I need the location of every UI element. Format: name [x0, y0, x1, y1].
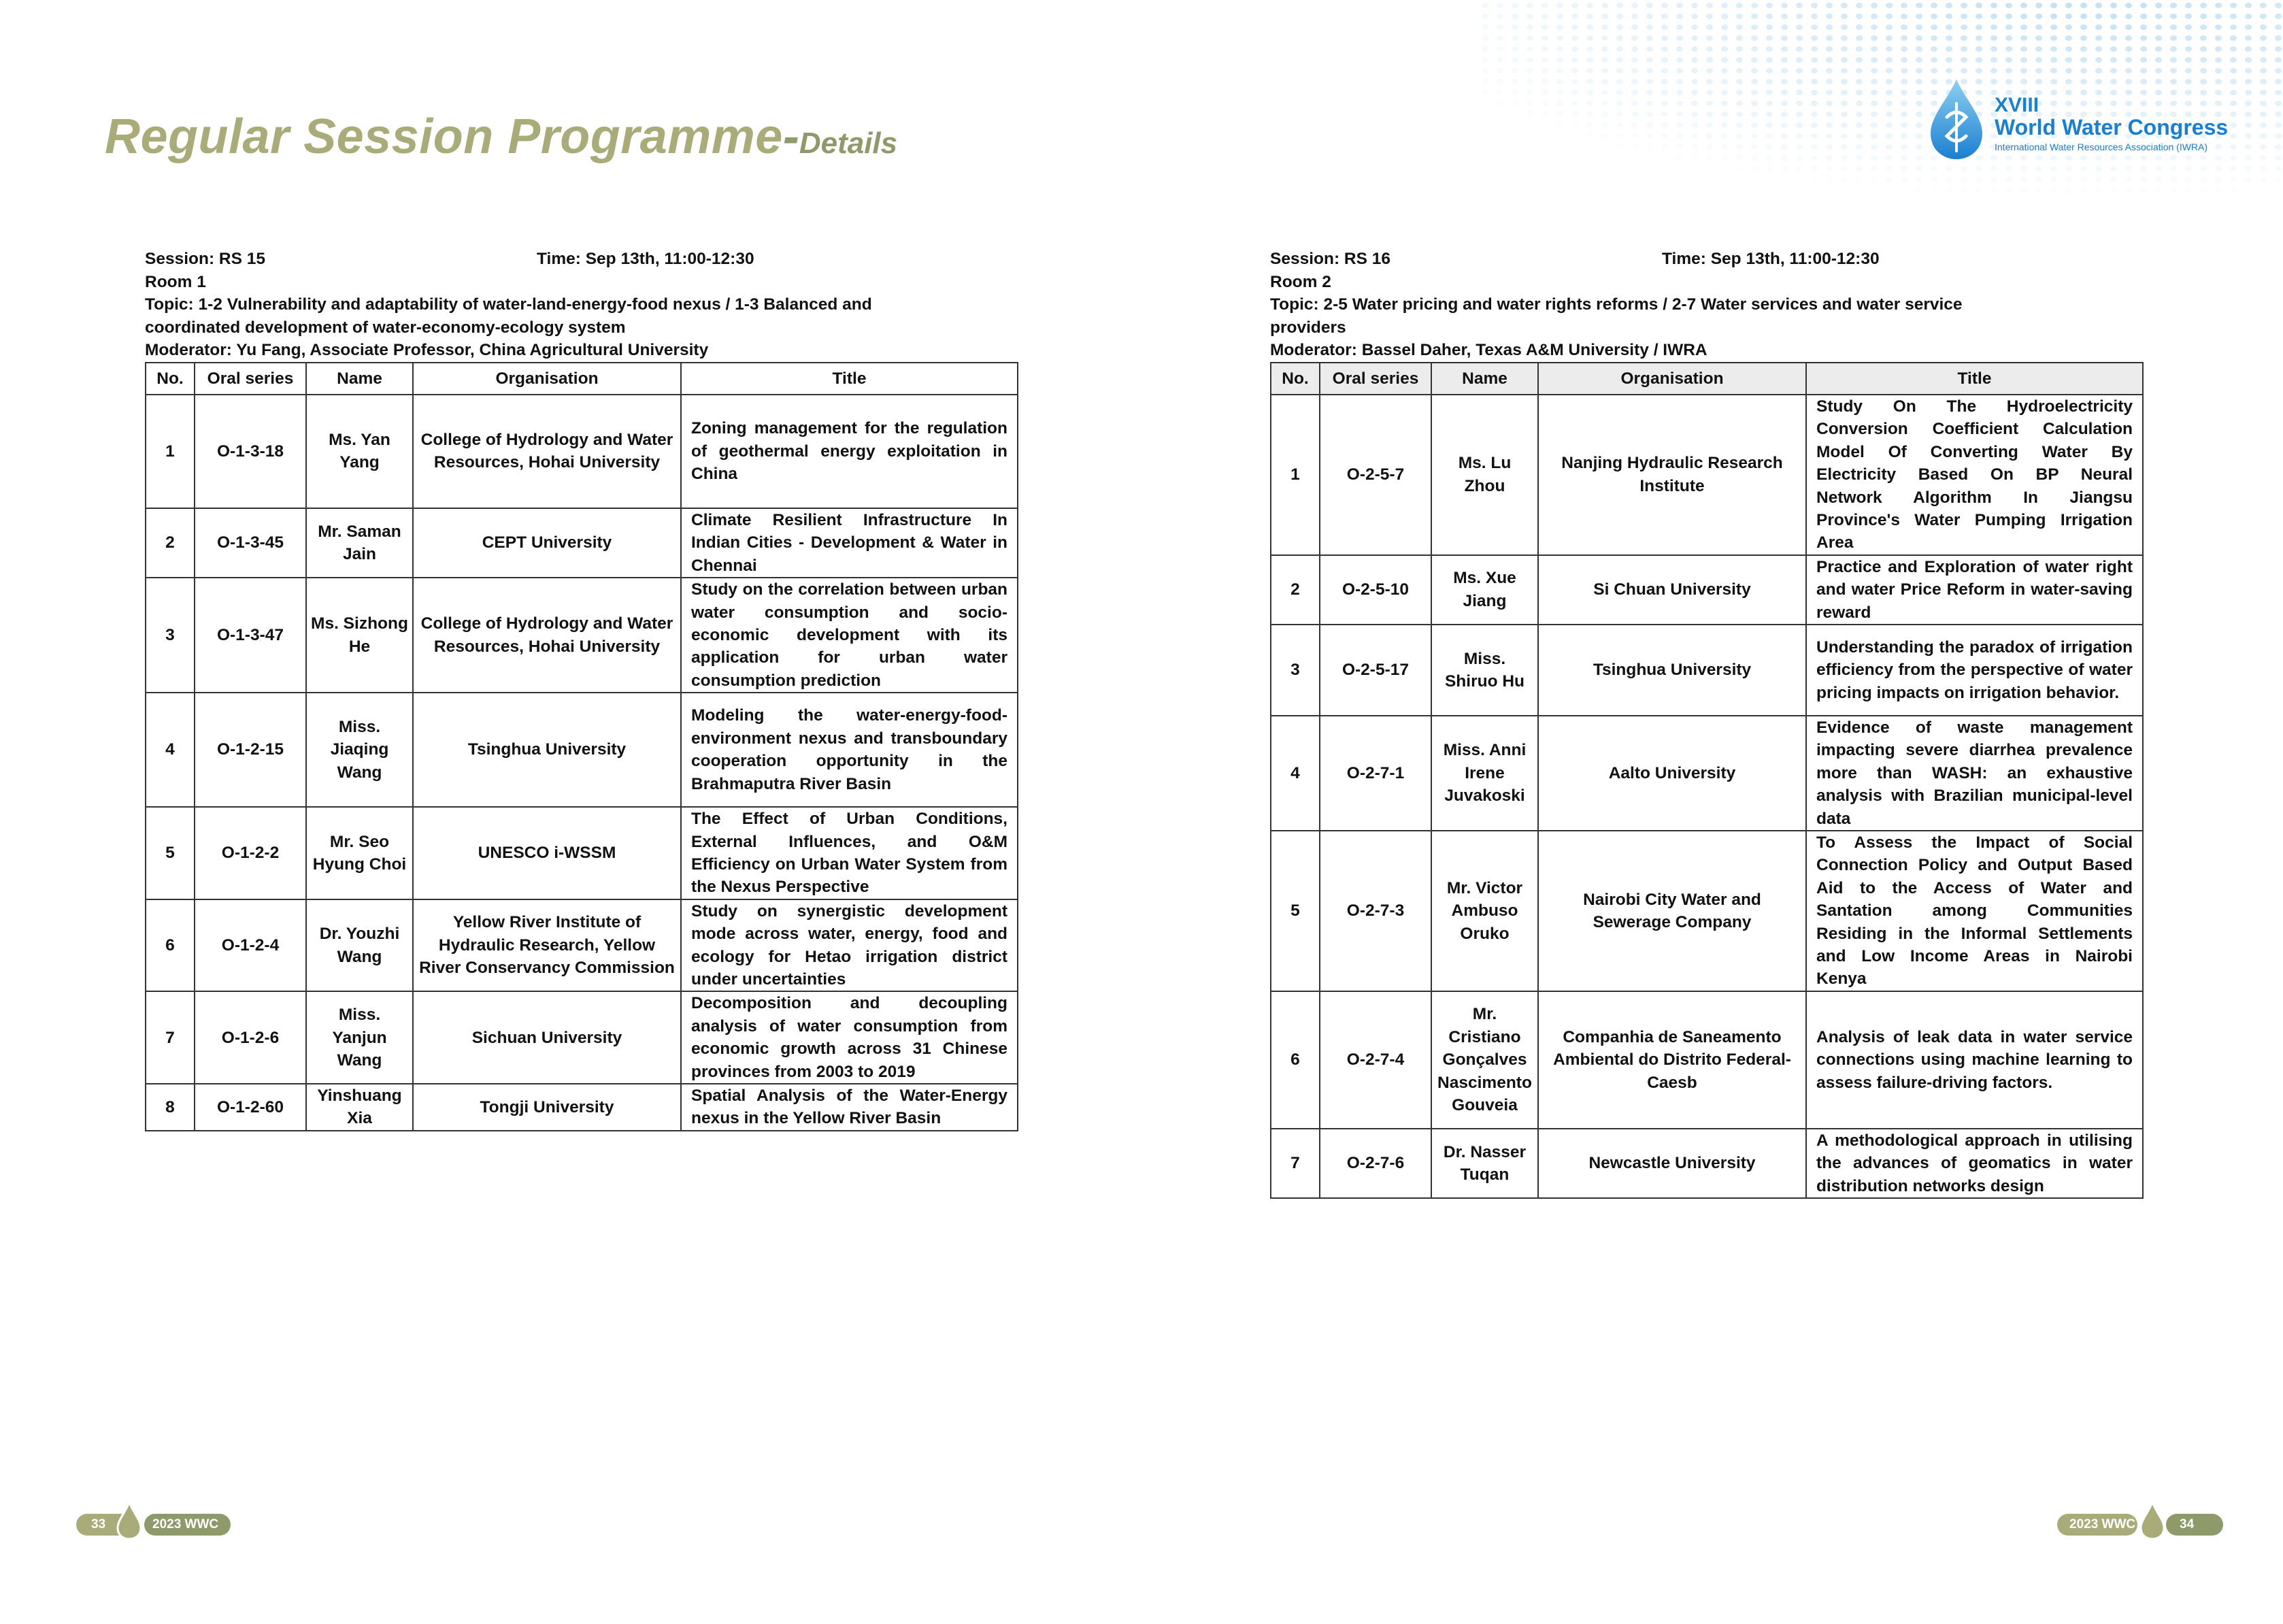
- cell-series: O-1-2-4: [195, 899, 306, 992]
- session-rs16: [1270, 248, 2144, 1199]
- cell-no: 7: [1271, 1129, 1320, 1198]
- cell-title: Climate Resilient Infrastructure In Indian Cities - Development & Water in Chennai: [681, 508, 1018, 578]
- cell-name: Miss. Anni Irene Juvakoski: [1431, 716, 1538, 831]
- cell-org: Tsinghua University: [1538, 625, 1806, 716]
- cell-title: Study On The Hydroelectricity Conversion Coefficient Calculation Model Of Converting Water By Electricity Based On BP Neural Network Algorithm In Jiangsu Province's Water Pumping Irrigation Area: [1806, 395, 2143, 555]
- session-header: [145, 248, 1019, 362]
- congress-logo: [1927, 76, 2229, 165]
- cell-no: 4: [1271, 716, 1320, 831]
- cell-no: 1: [146, 395, 195, 508]
- programme-table: [1270, 362, 2144, 1199]
- session-rs15: [145, 248, 1019, 1131]
- table-row: [146, 508, 1018, 578]
- table-header-row: [146, 363, 1018, 395]
- cell-no: 7: [146, 991, 195, 1084]
- logo-edition: XVIII: [1995, 94, 2039, 116]
- cell-series: O-2-5-7: [1320, 395, 1431, 555]
- cell-name: Miss. Yanjun Wang: [306, 991, 413, 1084]
- table-row: [146, 1084, 1018, 1131]
- session-topic-cont: providers: [1270, 318, 1346, 337]
- col-header-name: Name: [1431, 363, 1538, 395]
- footer-drop-icon: [2139, 1501, 2166, 1540]
- cell-no: 5: [1271, 831, 1320, 991]
- water-drop-logo-icon: [1927, 76, 1986, 162]
- cell-name: Mr. Saman Jain: [306, 508, 413, 578]
- table-row: [1271, 625, 2143, 716]
- logo-association: International Water Resources Association (IWRA): [1995, 142, 2208, 152]
- programme-table: [145, 362, 1018, 1131]
- cell-title: To Assess the Impact of Social Connection Policy and Output Based Aid to the Access of Water and Santation among Communities Residing in the Informal Settlements and Low Income Areas in Nairobi Kenya: [1806, 831, 2143, 991]
- page-number-right: 34: [2166, 1514, 2223, 1536]
- col-header-organisation: Organisation: [1538, 363, 1806, 395]
- cell-org: College of Hydrology and Water Resources, Hohai University: [413, 578, 681, 693]
- cell-no: 2: [1271, 555, 1320, 625]
- cell-org: Nanjing Hydraulic Research Institute: [1538, 395, 1806, 555]
- page-title: [105, 109, 897, 165]
- cell-no: 3: [146, 578, 195, 693]
- table-row: [1271, 716, 2143, 831]
- cell-no: 1: [1271, 395, 1320, 555]
- table-row: [1271, 991, 2143, 1129]
- col-header-no: No.: [1271, 363, 1320, 395]
- cell-series: O-2-7-3: [1320, 831, 1431, 991]
- cell-title: Modeling the water-energy-food-environment nexus and transboundary cooperation opportunity in the Brahmaputra River Basin: [681, 693, 1018, 807]
- cell-org: Si Chuan University: [1538, 555, 1806, 625]
- table-row: [146, 578, 1018, 693]
- cell-series: O-1-2-15: [195, 693, 306, 807]
- cell-no: 3: [1271, 625, 1320, 716]
- cell-org: Companhia de Saneamento Ambiental do Distrito Federal-Caesb: [1538, 991, 1806, 1129]
- cell-title: Spatial Analysis of the Water-Energy nexus in the Yellow River Basin: [681, 1084, 1018, 1131]
- session-label: Session: RS 16: [1270, 250, 1391, 268]
- cell-series: O-2-7-4: [1320, 991, 1431, 1129]
- footer-drop-icon: [116, 1501, 143, 1540]
- cell-org: Tsinghua University: [413, 693, 681, 807]
- cell-no: 6: [1271, 991, 1320, 1129]
- cell-series: O-1-2-60: [195, 1084, 306, 1131]
- cell-no: 6: [146, 899, 195, 992]
- cell-name: Dr. Nasser Tuqan: [1431, 1129, 1538, 1198]
- cell-org: CEPT University: [413, 508, 681, 578]
- cell-title: Zoning management for the regulation of geothermal energy exploitation in China: [681, 395, 1018, 508]
- cell-title: A methodological approach in utilising the advances of geomatics in water distribution networks design: [1806, 1129, 2143, 1198]
- page-title-dash: -: [782, 110, 799, 164]
- cell-name: Miss. Jiaqing Wang: [306, 693, 413, 807]
- table-row: [146, 807, 1018, 899]
- cell-series: O-1-3-47: [195, 578, 306, 693]
- session-time: Time: Sep 13th, 11:00-12:30: [537, 250, 754, 268]
- cell-series: O-2-5-10: [1320, 555, 1431, 625]
- cell-series: O-1-2-6: [195, 991, 306, 1084]
- table-row: [1271, 555, 2143, 625]
- cell-series: O-2-5-17: [1320, 625, 1431, 716]
- cell-org: College of Hydrology and Water Resources, Hohai University: [413, 395, 681, 508]
- col-header-no: No.: [146, 363, 195, 395]
- session-label: Session: RS 15: [145, 250, 266, 268]
- table-row: [146, 693, 1018, 807]
- cell-series: O-2-7-1: [1320, 716, 1431, 831]
- table-row: [1271, 395, 2143, 555]
- cell-org: Nairobi City Water and Sewerage Company: [1538, 831, 1806, 991]
- cell-name: Ms. Xue Jiang: [1431, 555, 1538, 625]
- cell-title: Understanding the paradox of irrigation efficiency from the perspective of water pricing impacts on irrigation behavior.: [1806, 625, 2143, 716]
- session-header: [1270, 248, 2144, 362]
- session-moderator: Moderator: Yu Fang, Associate Professor, China Agricultural University: [145, 341, 709, 359]
- col-header-organisation: Organisation: [413, 363, 681, 395]
- cell-series: O-1-3-18: [195, 395, 306, 508]
- session-moderator: Moderator: Bassel Daher, Texas A&M University / IWRA: [1270, 341, 1707, 359]
- cell-title: Analysis of leak data in water service connections using machine learning to assess failure-driving factors.: [1806, 991, 2143, 1129]
- session-topic-cont: coordinated development of water-economy-ecology system: [145, 318, 626, 337]
- cell-name: Ms. Lu Zhou: [1431, 395, 1538, 555]
- cell-no: 2: [146, 508, 195, 578]
- cell-series: O-2-7-6: [1320, 1129, 1431, 1198]
- col-header-title: Title: [681, 363, 1018, 395]
- table-row: [1271, 1129, 2143, 1198]
- table-row: [146, 899, 1018, 992]
- cell-name: Mr. Victor Ambuso Oruko: [1431, 831, 1538, 991]
- session-time: Time: Sep 13th, 11:00-12:30: [1662, 250, 1880, 268]
- cell-title: Study on synergistic development mode across water, energy, food and ecology for Hetao irrigation district under uncertainties: [681, 899, 1018, 992]
- col-header-title: Title: [1806, 363, 2143, 395]
- footer-label-left: 2023 WWC: [144, 1514, 231, 1536]
- cell-name: Ms. Sizhong He: [306, 578, 413, 693]
- logo-name: World Water Congress: [1995, 115, 2229, 139]
- table-row: [146, 991, 1018, 1084]
- cell-name: Mr. Seo Hyung Choi: [306, 807, 413, 899]
- cell-org: Aalto University: [1538, 716, 1806, 831]
- cell-org: Tongji University: [413, 1084, 681, 1131]
- cell-series: O-1-3-45: [195, 508, 306, 578]
- cell-name: Yinshuang Xia: [306, 1084, 413, 1131]
- col-header-oral-series: Oral series: [1320, 363, 1431, 395]
- cell-org: UNESCO i-WSSM: [413, 807, 681, 899]
- cell-title: Evidence of waste management impacting severe diarrhea prevalence more than WASH: an exhaustive analysis with Brazilian municipal-level data: [1806, 716, 2143, 831]
- cell-name: Miss. Shiruo Hu: [1431, 625, 1538, 716]
- cell-no: 4: [146, 693, 195, 807]
- col-header-oral-series: Oral series: [195, 363, 306, 395]
- page-title-main: Regular Session Programme: [105, 110, 783, 164]
- cell-title: Study on the correlation between urban water consumption and socio-economic development with its application for urban water consumption prediction: [681, 578, 1018, 693]
- page-title-sub: Details: [799, 127, 898, 160]
- cell-org: Newcastle University: [1538, 1129, 1806, 1198]
- cell-no: 8: [146, 1084, 195, 1131]
- session-room: Room 2: [1270, 272, 1331, 291]
- cell-name: Ms. Yan Yang: [306, 395, 413, 508]
- cell-org: Yellow River Institute of Hydraulic Research, Yellow River Conservancy Commission: [413, 899, 681, 992]
- session-room: Room 1: [145, 272, 206, 291]
- cell-title: The Effect of Urban Conditions, External Influences, and O&M Efficiency on Urban Water System from the Nexus Perspective: [681, 807, 1018, 899]
- cell-title: Practice and Exploration of water right and water Price Reform in water-saving reward: [1806, 555, 2143, 625]
- cell-name: Dr. Youzhi Wang: [306, 899, 413, 992]
- cell-series: O-1-2-2: [195, 807, 306, 899]
- table-row: [146, 395, 1018, 508]
- page-number-left: 33: [76, 1514, 131, 1536]
- col-header-name: Name: [306, 363, 413, 395]
- table-header-row: [1271, 363, 2143, 395]
- footer-label-right: 2023 WWC: [2057, 1514, 2137, 1536]
- cell-name: Mr. Cristiano Gonçalves Nascimento Gouveia: [1431, 991, 1538, 1129]
- session-topic: Topic: 1-2 Vulnerability and adaptability of water-land-energy-food nexus / 1-3 Balanced and: [145, 295, 872, 314]
- cell-no: 5: [146, 807, 195, 899]
- table-row: [1271, 831, 2143, 991]
- cell-title: Decomposition and decoupling analysis of water consumption from economic growth across 31 Chinese provinces from 2003 to 2019: [681, 991, 1018, 1084]
- session-topic: Topic: 2-5 Water pricing and water rights reforms / 2-7 Water services and water service: [1270, 295, 1963, 314]
- cell-org: Sichuan University: [413, 991, 681, 1084]
